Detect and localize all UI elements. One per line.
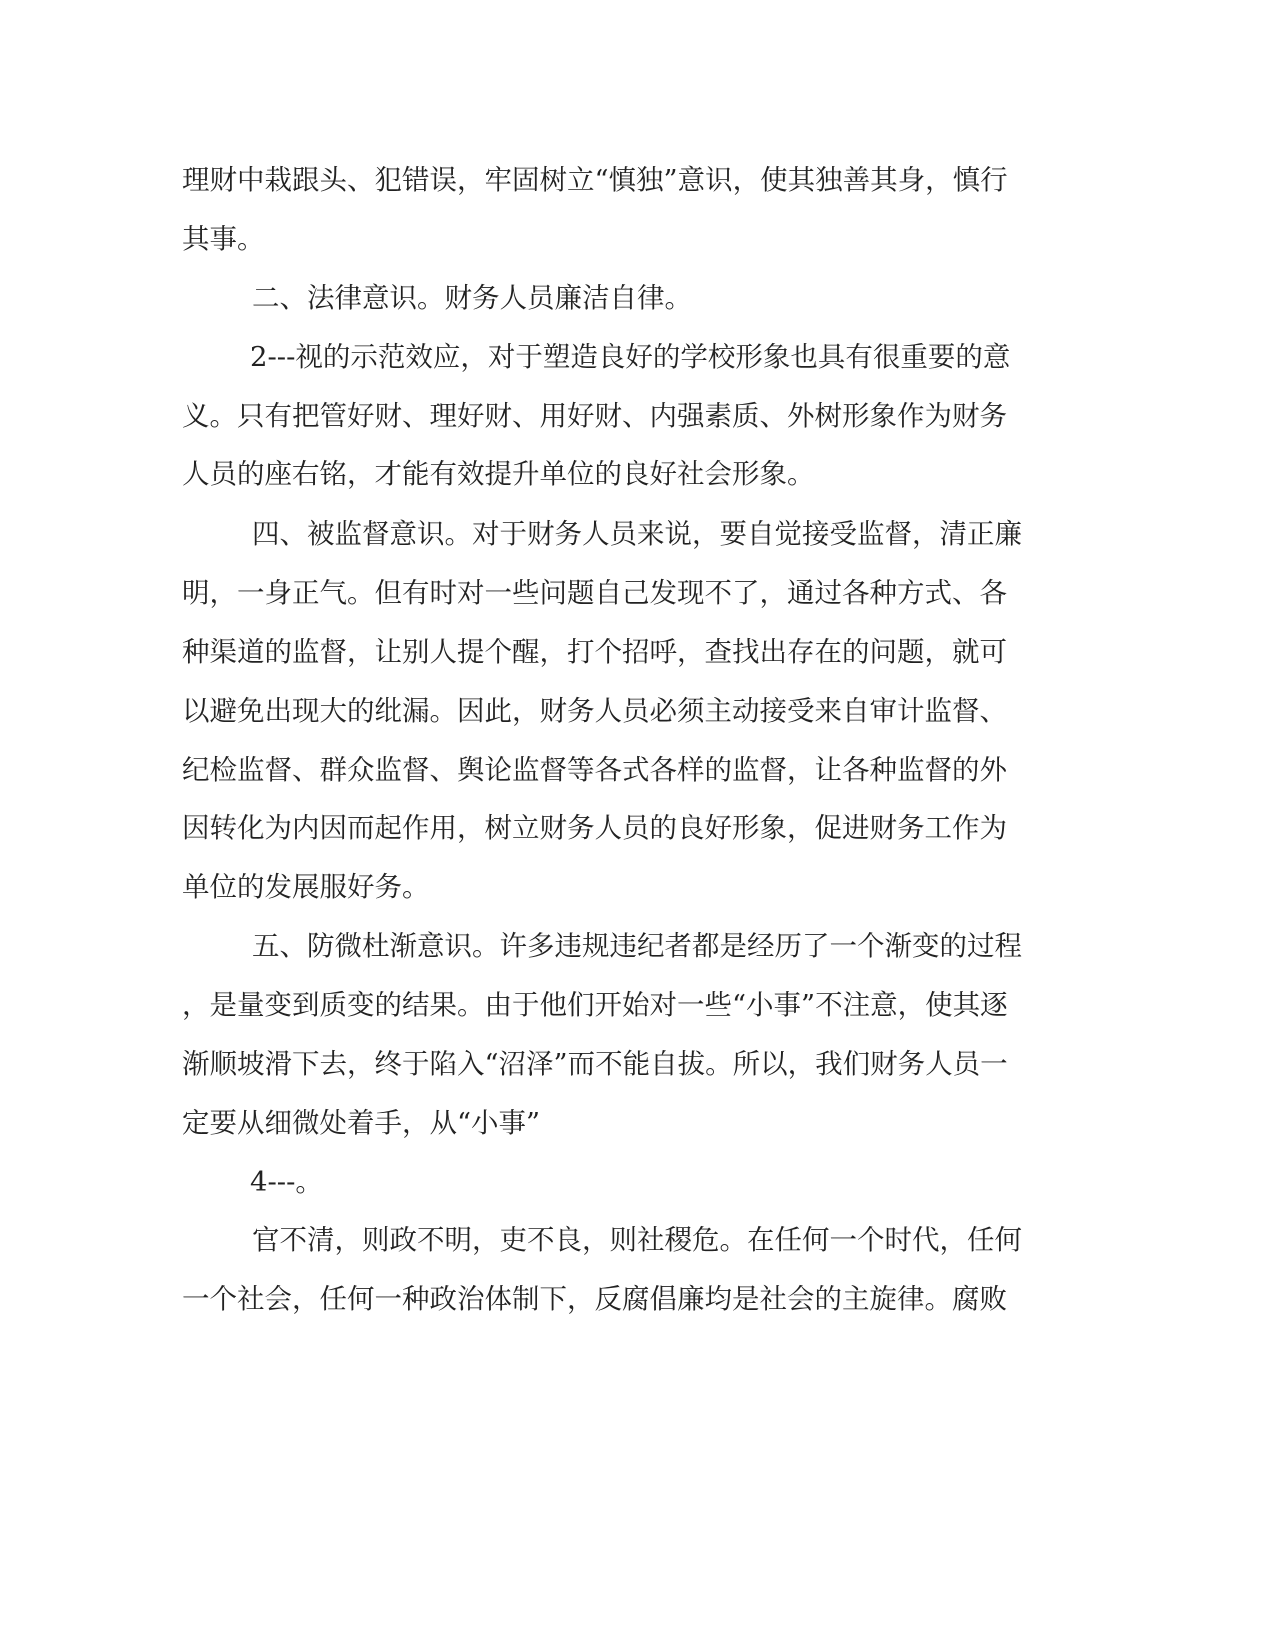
text-line: 其事。: [182, 223, 265, 255]
text-line: 纪检监督、群众监督、舆论监督等各式各样的监督，让各种监督的外: [182, 754, 1007, 786]
text-line: 一个社会，任何一种政治体制下，反腐倡廉均是社会的主旋律。腐败: [182, 1283, 1007, 1315]
text-line: 渐顺坡滑下去，终于陷入“沼泽”而不能自拔。所以，我们财务人员一: [182, 1048, 1008, 1080]
text-line: 人员的座右铭，才能有效提升单位的良好社会形象。: [182, 458, 815, 490]
text-line: 以避免出现大的纰漏。因此，财务人员必须主动接受来自审计监督、: [182, 695, 1007, 727]
text-line: 因转化为内因而起作用，树立财务人员的良好形象，促进财务工作为: [182, 812, 1007, 844]
text-line: 义。只有把管好财、理好财、用好财、内强素质、外树形象作为财务: [182, 400, 1007, 432]
text-line: 五、防微杜渐意识。许多违规违纪者都是经历了一个渐变的过程: [252, 930, 1022, 962]
text-line: ，是量变到质变的结果。由于他们开始对一些“小事”不注意，使其逐: [182, 989, 1008, 1021]
text-line: 种渠道的监督，让别人提个醒，打个招呼，查找出存在的问题，就可: [182, 636, 1007, 668]
text-line: 2---视的示范效应，对于塑造良好的学校形象也具有很重要的意: [250, 341, 1011, 373]
text-line: 单位的发展服好务。: [182, 871, 430, 903]
text-line: 二、法律意识。财务人员廉洁自律。: [252, 282, 692, 314]
text-line: 官不清，则政不明，吏不良，则社稷危。在任何一个时代，任何: [252, 1224, 1022, 1256]
text-line: 定要从细微处着手，从“小事”: [182, 1107, 541, 1139]
text-line: 明，一身正气。但有时对一些问题自己发现不了，通过各种方式、各: [182, 577, 1007, 609]
text-line: 4---。: [250, 1166, 323, 1198]
text-line: 四、被监督意识。对于财务人员来说，要自觉接受监督，清正廉: [252, 518, 1022, 550]
text-line: 理财中栽跟头、犯错误，牢固树立“慎独”意识，使其独善其身，慎行: [182, 164, 1008, 196]
